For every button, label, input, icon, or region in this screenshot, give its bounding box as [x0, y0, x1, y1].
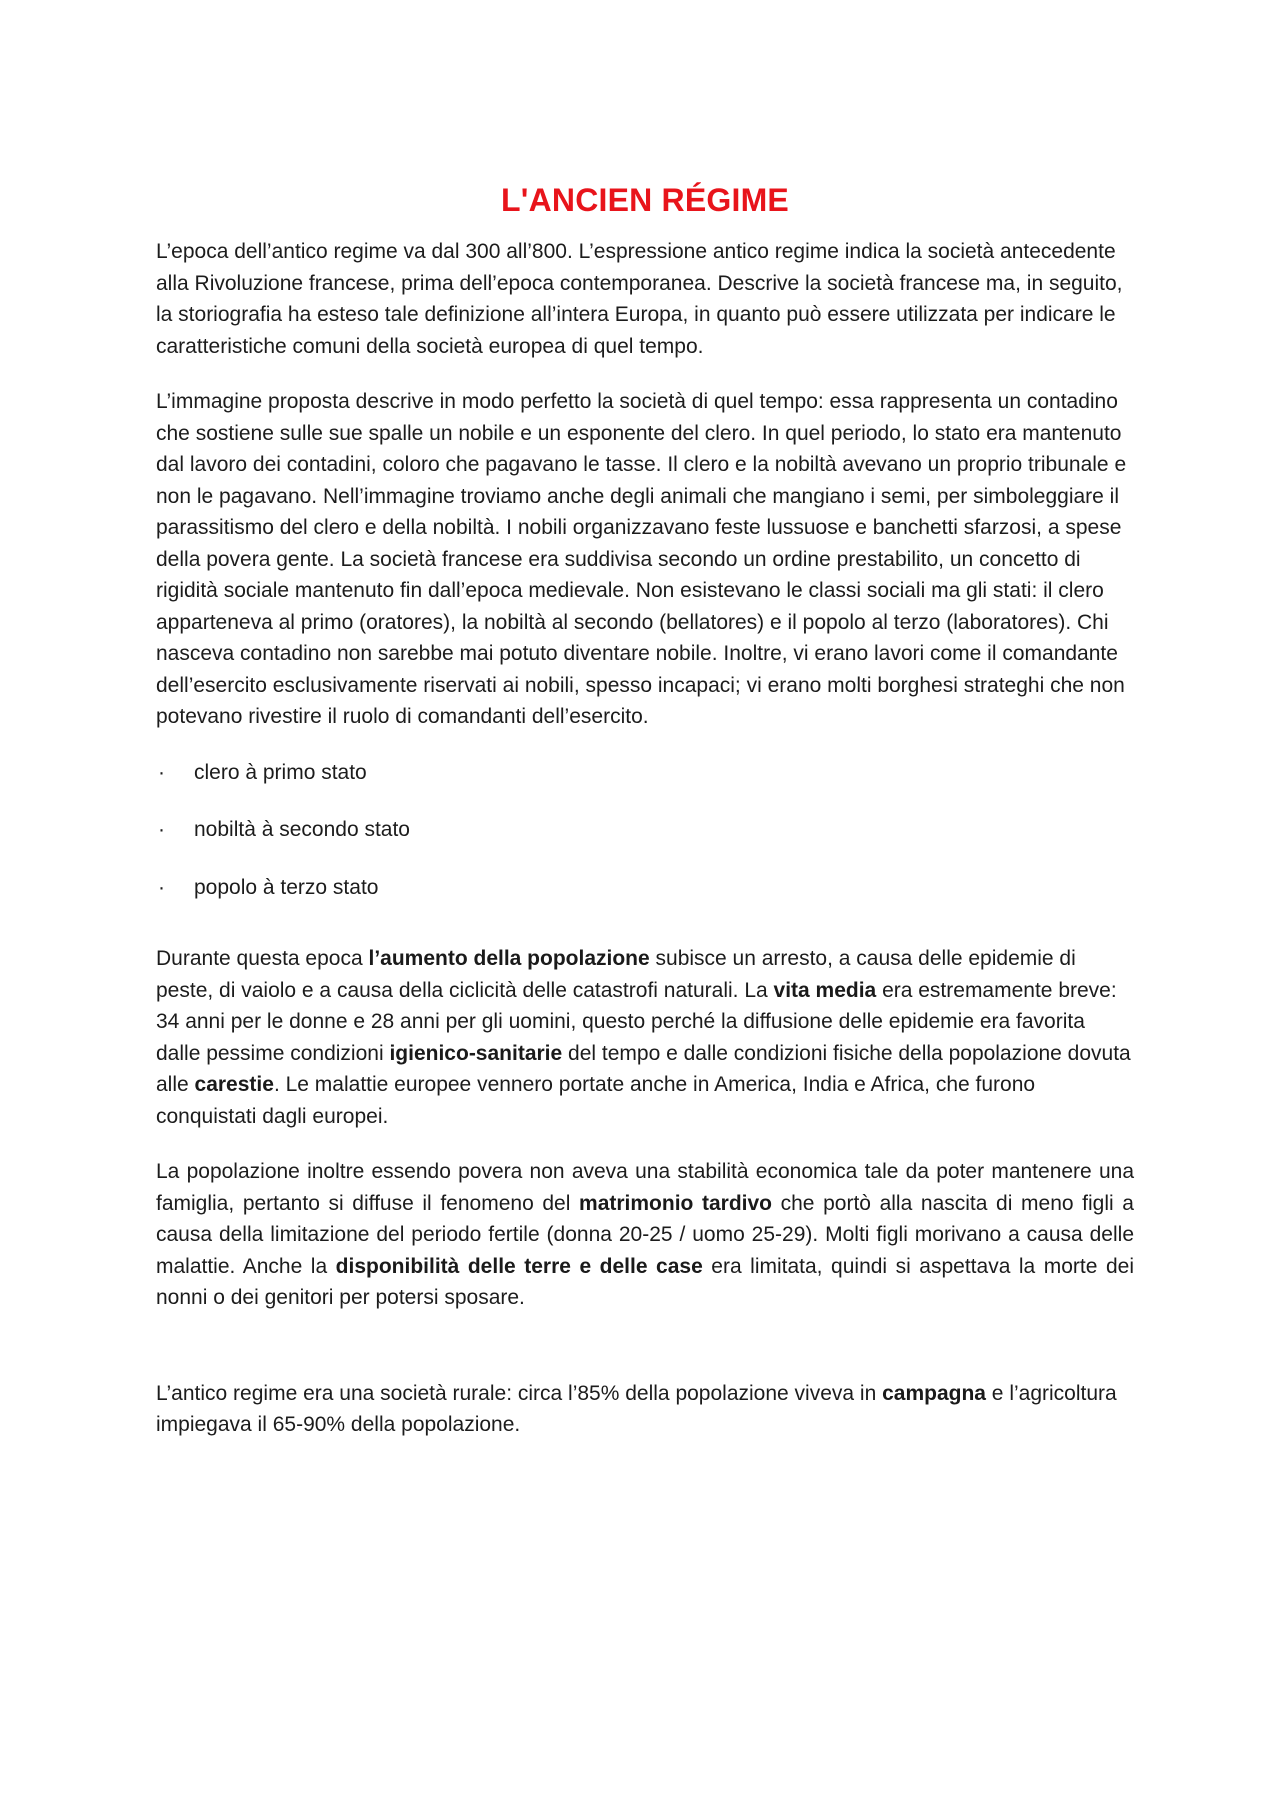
bold-term: carestie	[194, 1073, 274, 1096]
bold-term: vita media	[773, 978, 877, 1002]
bold-term: disponibilità delle terre e delle case	[335, 1254, 703, 1278]
bold-term: matrimonio tardivo	[579, 1191, 772, 1215]
list-item-text: nobiltà à secondo stato	[194, 818, 410, 841]
list-item	[156, 757, 1134, 789]
bold-term: l’aumento della popolazione	[368, 947, 650, 970]
document-page	[156, 176, 1134, 1441]
paragraph-image-description: L’immagine proposta descrive in modo perfetto la società di quel tempo: essa rappresenta un contadino che sostiene sulle sue spalle un nobile e un esponente del clero. In quel periodo, lo stato era mantenuto dal lavoro dei contadini, coloro che pagavano le tasse. Il clero e la nobiltà avevano un proprio tribunale e non le pagavano. Nell’immagine troviamo anche degli animali che mangiano i semi, per simboleggiare il parassitismo del clero e della nobiltà. I nobili organizzavano feste lussuose e banchetti sfarzosi, a spese della povera gente. La società francese era suddivisa secondo un ordine prestabilito, un concetto di rigidità sociale mantenuto fin dall’epoca medievale. Non esistevano le classi sociali ma gli stati: il clero apparteneva al primo (oratores), la nobiltà al secondo (bellatores) e il popolo al terzo (laboratores). Chi nasceva contadino non sarebbe mai potuto diventare nobile. Inoltre, vi erano lavori come il comandante dell’esercito esclusivamente riservati ai nobili, spesso incapaci; vi erano molti borghesi strateghi che non potevano rivestire il ruolo di comandanti dell’esercito.	[156, 390, 1127, 728]
bullet-marker: ·	[158, 818, 165, 841]
list-item	[156, 814, 1134, 846]
list-item-text: clero à primo stato	[194, 760, 367, 784]
list-item-text: popolo à terzo stato	[194, 875, 379, 899]
page-title: L'ANCIEN RÉGIME	[501, 182, 789, 218]
bold-term: campagna	[882, 1381, 986, 1405]
bullet-marker: ·	[158, 760, 165, 784]
list-item	[156, 872, 1134, 904]
bold-term: igienico-sanitarie	[389, 1041, 563, 1065]
estates-list	[156, 757, 1134, 904]
paragraph-population: Durante questa epoca l’aumento della popolazione subisce un arresto, a causa delle epidemie di peste, di vaiolo e a causa della ciclicità delle catastrofi naturali. La vita media era estremamente breve: 34 anni per le donne e 28 anni per gli uomini, questo perché la diffusione delle epidemie era favorita dalle pessime condizioni igienico-sanitarie del tempo e dalle condizioni fisiche della popolazione dovuta alle carestie. Le malattie europee vennero portate anche in America, India e Africa, che furono conquistati dagli europei.	[156, 947, 1131, 1128]
paragraph-marriage: La popolazione inoltre essendo povera non aveva una stabilità economica tale da poter mantenere una famiglia, pertanto si diffuse il fenomeno del matrimonio tardivo che portò alla nascita di meno figli a causa della limitazione del periodo fertile (donna 20-25 / uomo 25-29). Molti figli morivano a causa delle malattie. Anche la disponibilità delle terre e delle case era limitata, quindi si aspettava la morte dei nonni o dei genitori per potersi sposare.	[156, 1160, 1134, 1309]
paragraph-rural-society: L’antico regime era una società rurale: circa l’85% della popolazione viveva in campagna e l’agricoltura impiegava il 65-90% della popolazione.	[156, 1381, 1117, 1436]
bullet-marker: ·	[158, 875, 165, 899]
paragraph-intro: L’epoca dell’antico regime va dal 300 all’800. L’espressione antico regime indica la società antecedente alla Rivoluzione francese, prima dell’epoca contemporanea. Descrive la società francese ma, in seguito, la storiografia ha esteso tale definizione all’intera Europa, in quanto può essere utilizzata per indicare le caratteristiche comuni della società europea di quel tempo.	[156, 240, 1123, 358]
